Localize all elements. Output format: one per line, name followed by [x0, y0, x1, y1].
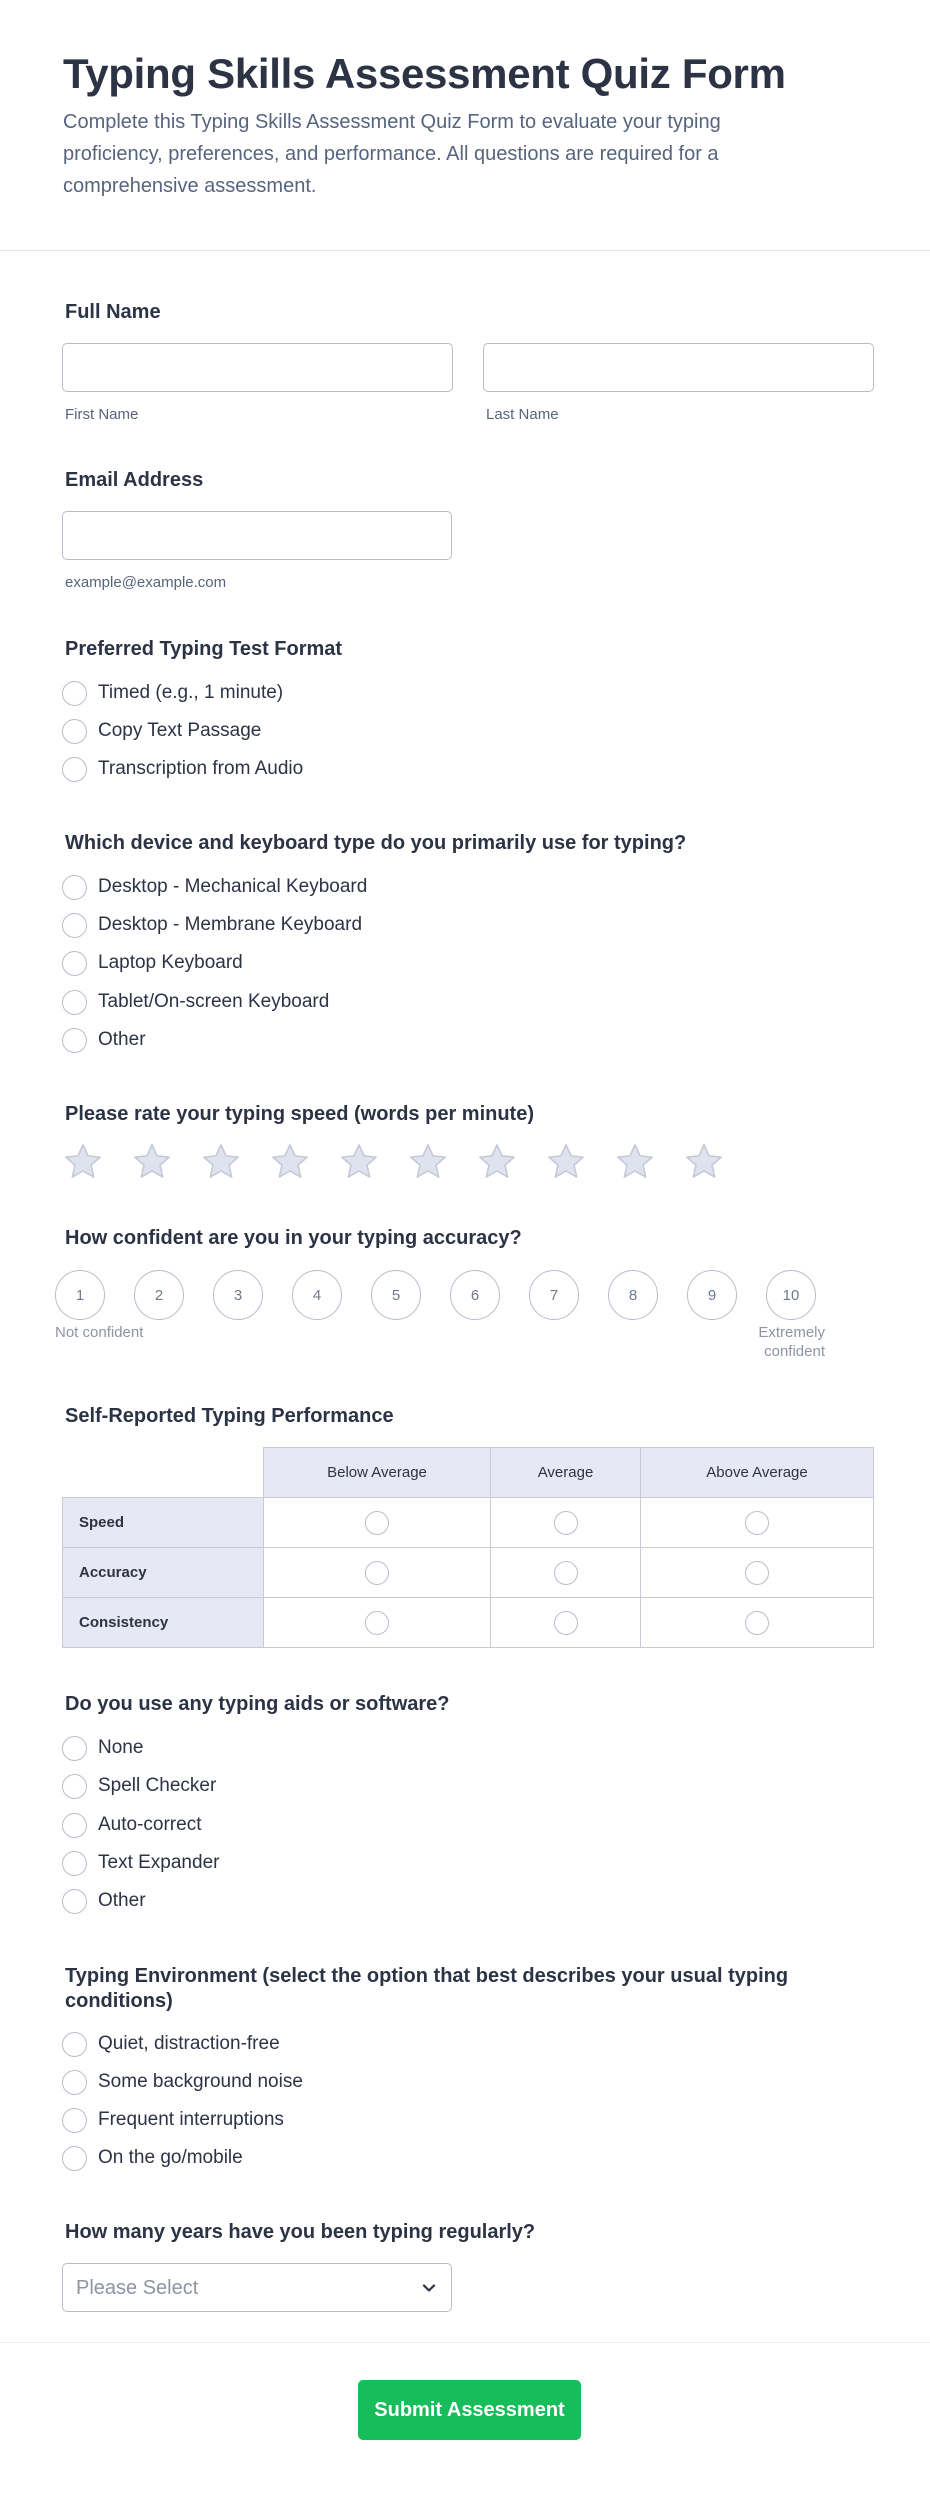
first-name-input[interactable] [62, 343, 453, 392]
radio-button[interactable] [62, 913, 87, 938]
option-label: Transcription from Audio [98, 758, 304, 779]
option-label: Spell Checker [98, 1775, 217, 1796]
option-label: Desktop - Membrane Keyboard [98, 914, 363, 935]
radio-button[interactable] [554, 1611, 578, 1635]
option-label: Laptop Keyboard [98, 952, 243, 973]
last-name-input[interactable] [483, 343, 874, 392]
test-format-option[interactable] [62, 755, 303, 783]
device-option[interactable] [62, 988, 329, 1016]
matrix-cell[interactable] [264, 1498, 491, 1548]
matrix-cell[interactable] [491, 1498, 641, 1548]
radio-button[interactable] [365, 1511, 389, 1535]
environment-option[interactable] [62, 2068, 303, 2096]
form-title: Typing Skills Assessment Quiz Form [63, 50, 786, 97]
option-label: Timed (e.g., 1 minute) [98, 682, 284, 703]
device-option[interactable] [62, 949, 243, 977]
option-label: Tablet/On-screen Keyboard [98, 991, 330, 1012]
matrix-column-header: Below Average [264, 1448, 491, 1498]
option-label: Frequent interruptions [98, 2109, 284, 2130]
aids-option[interactable] [62, 1887, 146, 1915]
scale-option-5[interactable]: 5 [371, 1270, 421, 1320]
matrix-column-header: Average [491, 1448, 641, 1498]
star-icon[interactable] [62, 1141, 104, 1183]
device-label: Which device and keyboard type do you primarily use for typing? [65, 832, 687, 854]
star-icon[interactable] [407, 1141, 449, 1183]
scale-option-10[interactable]: 10 [766, 1270, 816, 1320]
aids-option[interactable] [62, 1849, 219, 1877]
radio-button[interactable] [745, 1611, 769, 1635]
scale-option-8[interactable]: 8 [608, 1270, 658, 1320]
radio-button[interactable] [62, 2070, 87, 2095]
scale-high-note-line2: confident [764, 1343, 825, 1360]
scale-option-3[interactable]: 3 [213, 1270, 263, 1320]
matrix-cell[interactable] [264, 1598, 491, 1648]
accuracy-label: How confident are you in your typing accuracy? [65, 1227, 522, 1249]
matrix-row-header: Consistency [63, 1598, 264, 1648]
scale-option-4[interactable]: 4 [292, 1270, 342, 1320]
last-name-sublabel: Last Name [486, 406, 559, 423]
radio-button[interactable] [365, 1611, 389, 1635]
radio-button[interactable] [62, 1736, 87, 1761]
option-label: Other [98, 1029, 146, 1050]
star-icon[interactable] [338, 1141, 380, 1183]
radio-button[interactable] [62, 1851, 87, 1876]
matrix-cell[interactable] [641, 1498, 874, 1548]
email-label: Email Address [65, 469, 204, 491]
star-icon[interactable] [683, 1141, 725, 1183]
scale-low-note: Not confident [55, 1324, 144, 1341]
aids-option[interactable] [62, 1734, 143, 1762]
radio-button[interactable] [62, 2032, 87, 2057]
email-sublabel: example@example.com [65, 574, 227, 591]
performance-matrix [62, 1447, 874, 1648]
matrix-row-header: Speed [63, 1498, 264, 1548]
star-icon[interactable] [200, 1141, 242, 1183]
option-label: Text Expander [98, 1852, 220, 1873]
matrix-corner [63, 1448, 264, 1498]
radio-button[interactable] [62, 681, 87, 706]
radio-button[interactable] [365, 1561, 389, 1585]
first-name-sublabel: First Name [65, 406, 139, 423]
environment-label: Typing Environment (select the option that best describes your usual typing conditions) [65, 1965, 789, 2012]
matrix-cell[interactable] [641, 1548, 874, 1598]
footer-divider [0, 2342, 930, 2343]
aids-label: Do you use any typing aids or software? [65, 1693, 450, 1715]
matrix-cell[interactable] [641, 1598, 874, 1648]
environment-option[interactable] [62, 2030, 280, 2058]
radio-button[interactable] [554, 1561, 578, 1585]
performance-label: Self-Reported Typing Performance [65, 1405, 394, 1427]
radio-button[interactable] [745, 1561, 769, 1585]
device-option[interactable] [62, 873, 367, 901]
radio-button[interactable] [62, 1889, 87, 1914]
matrix-cell[interactable] [491, 1598, 641, 1648]
matrix-row-header: Accuracy [63, 1548, 264, 1598]
form-header [0, 0, 930, 251]
environment-option[interactable] [62, 2144, 243, 2172]
radio-button[interactable] [62, 990, 87, 1015]
option-label: None [98, 1737, 144, 1758]
star-icon[interactable] [545, 1141, 587, 1183]
device-option[interactable] [62, 1026, 146, 1054]
full-name-label: Full Name [65, 301, 161, 323]
radio-button[interactable] [62, 2146, 87, 2171]
scale-high-note-line1: Extremely [758, 1324, 825, 1341]
device-option[interactable] [62, 911, 362, 939]
form-description: Complete this Typing Skills Assessment Quiz Form to evaluate your typing proficiency, preferences, and performance. All questions are required for a comprehensive assessment. [63, 111, 721, 197]
scale-option-7[interactable]: 7 [529, 1270, 579, 1320]
radio-button[interactable] [62, 1774, 87, 1799]
option-label: Copy Text Passage [98, 720, 262, 741]
environment-option[interactable] [62, 2106, 284, 2134]
chevron-down-icon [419, 2278, 439, 2298]
test-format-option[interactable] [62, 717, 261, 745]
radio-button[interactable] [62, 1028, 87, 1053]
option-label: Desktop - Mechanical Keyboard [98, 876, 368, 897]
years-dropdown[interactable] [62, 2263, 452, 2312]
option-label: On the go/mobile [98, 2147, 243, 2168]
radio-button[interactable] [62, 951, 87, 976]
speed-rating-label: Please rate your typing speed (words per minute) [65, 1103, 535, 1125]
radio-button[interactable] [62, 719, 87, 744]
option-label: Other [98, 1890, 146, 1911]
radio-button[interactable] [62, 757, 87, 782]
scale-option-2[interactable]: 2 [134, 1270, 184, 1320]
star-icon[interactable] [476, 1141, 518, 1183]
radio-button[interactable] [62, 1813, 87, 1838]
option-label: Quiet, distraction-free [98, 2033, 280, 2054]
email-input[interactable] [62, 511, 452, 560]
submit-button[interactable]: Submit Assessment [358, 2380, 581, 2440]
option-label: Auto-correct [98, 1814, 202, 1835]
radio-button[interactable] [62, 875, 87, 900]
matrix-column-header: Above Average [641, 1448, 874, 1498]
matrix-cell[interactable] [264, 1548, 491, 1598]
matrix-cell[interactable] [491, 1548, 641, 1598]
radio-button[interactable] [745, 1511, 769, 1535]
scale-option-6[interactable]: 6 [450, 1270, 500, 1320]
test-format-label: Preferred Typing Test Format [65, 638, 343, 660]
radio-button[interactable] [62, 2108, 87, 2133]
star-icon[interactable] [131, 1141, 173, 1183]
star-icon[interactable] [614, 1141, 656, 1183]
radio-button[interactable] [554, 1511, 578, 1535]
option-label: Some background noise [98, 2071, 303, 2092]
star-icon[interactable] [269, 1141, 311, 1183]
scale-option-1[interactable]: 1 [55, 1270, 105, 1320]
aids-option[interactable] [62, 1811, 201, 1839]
dropdown-placeholder: Please Select [76, 2277, 199, 2299]
years-label: How many years have you been typing regularly? [65, 2221, 536, 2243]
aids-option[interactable] [62, 1772, 216, 1800]
test-format-option[interactable] [62, 679, 283, 707]
scale-option-9[interactable]: 9 [687, 1270, 737, 1320]
